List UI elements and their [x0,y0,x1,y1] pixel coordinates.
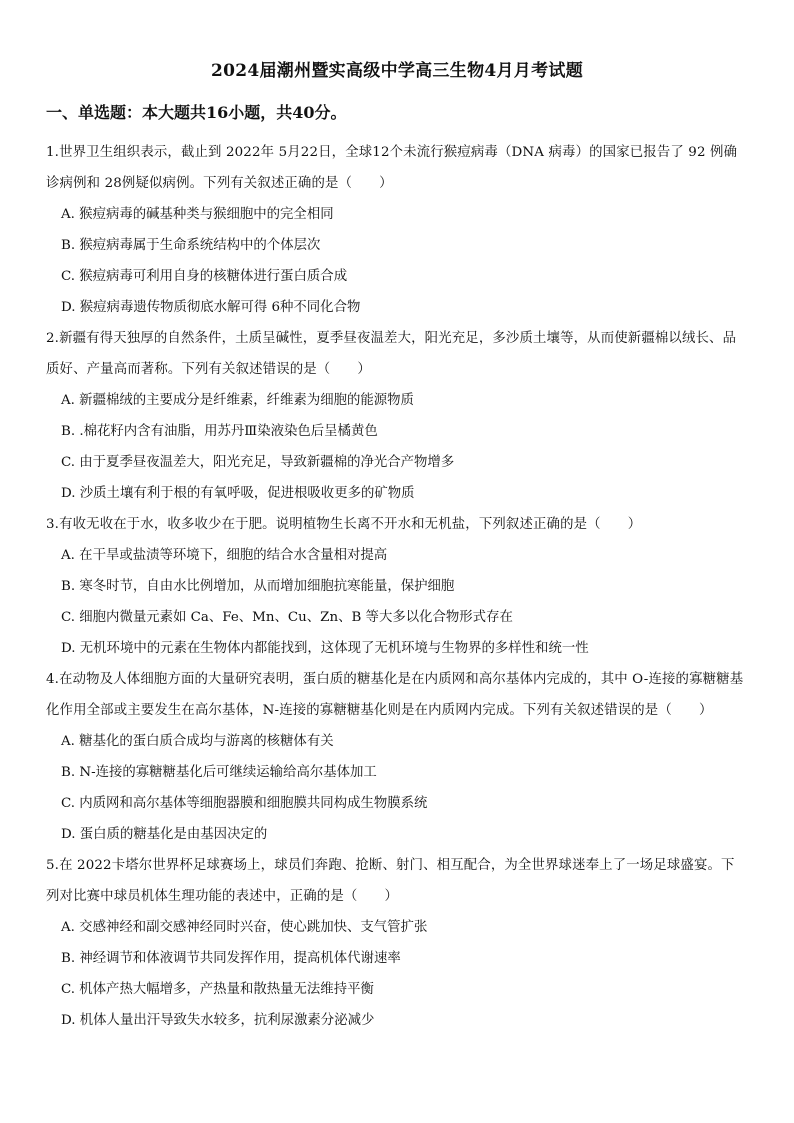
question-list [46,137,746,1036]
option-c: C. 猴痘病毒可利用自身的核糖体进行蛋白质合成 [61,269,348,284]
option-b: B. 寒冬时节，自由水比例增加，从而增加细胞抗寒能量，保护细胞 [61,579,455,594]
option-a: A. 新疆棉绒的主要成分是纤维素，纤维素为细胞的能源物质 [61,393,414,408]
option-b: B. 猴痘病毒属于生命系统结构中的个体层次 [61,238,321,253]
question-4 [46,664,746,850]
question-5 [46,850,746,1036]
option-d: D. 蛋白质的糖基化是由基因决定的 [61,827,268,842]
option-c: C. 内质网和高尔基体等细胞器膜和细胞膜共同构成生物膜系统 [61,796,428,811]
question-stem: 4.在动物及人体细胞方面的大量研究表明，蛋白质的糖基化是在内质网和高尔基体内完成的，其中 O-连接的寡糖糖基化作用全部或主要发生在高尔基体，N-连接的寡糖糖基化则是在内质网内完成。下列有关叙述错误的是（ ） [46,672,744,718]
question-stem: 5.在 2022卡塔尔世界杯足球赛场上，球员们奔跑、抢断、射门、相互配合，为全世界球迷奉上了一场足球盛宴。下列对比赛中球员机体生理功能的表述中，正确的是（ ） [46,858,735,904]
option-d: D. 沙质土壤有利于根的有氧呼吸，促进根吸收更多的矿物质 [61,486,415,501]
question-2 [46,323,746,509]
exam-title: 2024届潮州暨实高级中学高三生物4月月考试题 [210,61,584,81]
question-stem: 3.有收无收在于水，收多收少在于肥。说明植物生长离不开水和无机盐，下列叙述正确的是（ ） [46,517,642,532]
question-3 [46,509,746,664]
option-c: C. 由于夏季昼夜温差大，阳光充足，导致新疆棉的净光合产物增多 [61,455,455,470]
question-stem: 2.新疆有得天独厚的自然条件，土质呈碱性，夏季昼夜温差大，阳光充足，多沙质土壤等，从而使新疆棉以绒长、品质好、产量高而著称。下列有关叙述错误的是（ ） [46,331,737,377]
option-d: D. 猴痘病毒遗传物质彻底水解可得 6种不同化合物 [61,300,361,315]
option-b: B. 神经调节和体液调节共同发挥作用，提高机体代谢速率 [61,951,401,966]
option-a: A. 糖基化的蛋白质合成均与游离的核糖体有关 [61,734,334,749]
section-heading: 一、单选题：本大题共16小题，共40分。 [46,103,347,122]
option-a: A. 在干旱或盐渍等环境下，细胞的结合水含量相对提高 [61,548,388,563]
option-d: D. 无机环境中的元素在生物体内都能找到，这体现了无机环境与生物界的多样性和统一性 [61,641,589,656]
option-a: A. 猴痘病毒的碱基种类与猴细胞中的完全相同 [61,207,334,222]
question-stem: 1.世界卫生组织表示，截止到 2022年 5月22日，全球12个未流行猴痘病毒（DNA 病毒）的国家已报告了 92 例确诊病例和 28例疑似病例。下列有关叙述正确的是（ ） [46,145,738,191]
question-1 [46,137,746,323]
option-b: B. .棉花籽内含有油脂，用苏丹Ⅲ染液染色后呈橘黄色 [61,424,378,439]
option-d: D. 机体人量出汗导致失水较多，抗利尿激素分泌减少 [61,1013,375,1028]
option-c: C. 机体产热大幅增多，产热量和散热量无法维持平衡 [61,982,374,997]
option-a: A. 交感神经和副交感神经同时兴奋，使心跳加快、支气管扩张 [61,920,428,935]
option-b: B. N-连接的寡糖糖基化后可继续运输给高尔基体加工 [61,765,377,780]
option-c: C. 细胞内微量元素如 Ca、Fe、Mn、Cu、Zn、B 等大多以化合物形式存在 [61,610,513,625]
